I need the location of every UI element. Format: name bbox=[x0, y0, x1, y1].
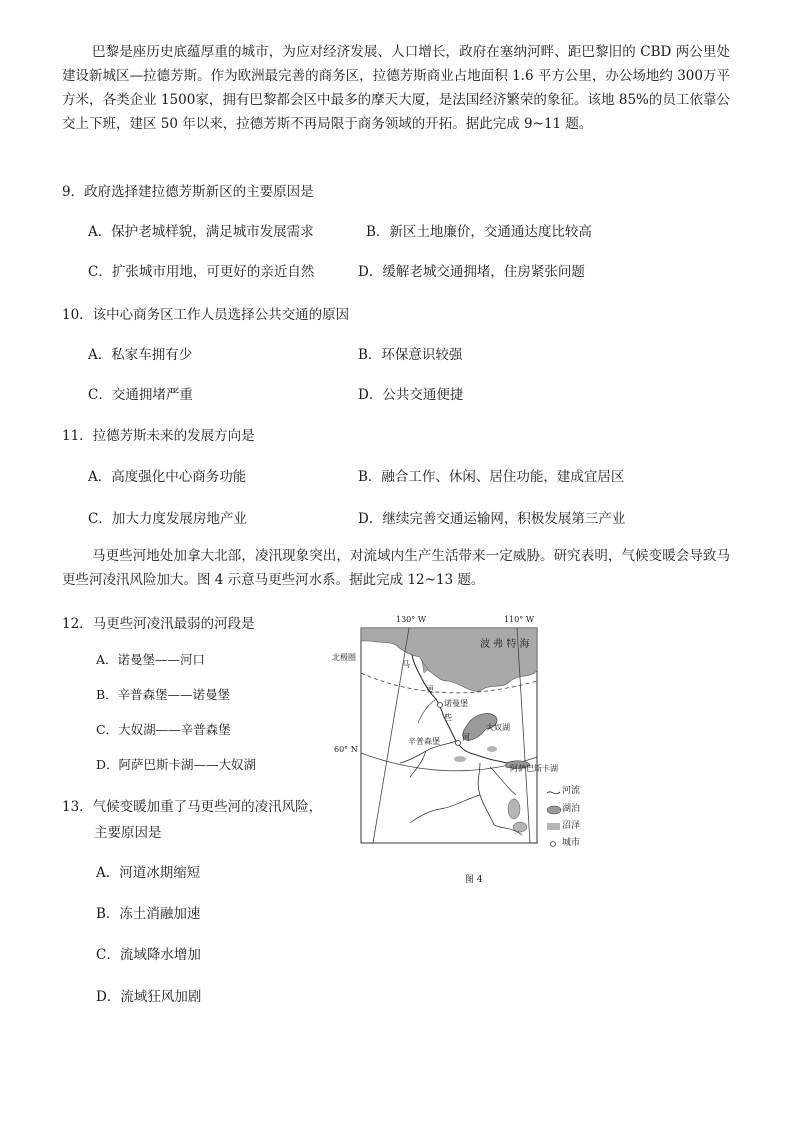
label-fort-simpson: 辛普森堡 bbox=[408, 737, 440, 746]
label-arctic-circle: 北极圈 bbox=[332, 653, 356, 662]
figure-4-mackenzie-map bbox=[330, 613, 580, 893]
question-10-option-c[interactable]: C．交通拥堵严重 bbox=[88, 387, 193, 403]
label-river-char-4: 河 bbox=[462, 733, 470, 742]
question-10-option-b[interactable]: B．环保意识较强 bbox=[358, 347, 463, 363]
label-lon-110w: 110° W bbox=[504, 615, 535, 624]
sea-area bbox=[361, 628, 537, 691]
question-13-stem-line2: 主要原因是 bbox=[94, 825, 162, 841]
question-13-option-b[interactable]: B．冻土消融加速 bbox=[96, 906, 201, 922]
tributary-small-2 bbox=[410, 795, 480, 823]
question-9-stem: 9．政府选择建拉德芳斯新区的主要原因是 bbox=[62, 184, 314, 200]
question-9-option-c[interactable]: C．扩张城市用地，可更好的亲近自然 bbox=[88, 264, 315, 280]
label-beaufort-sea: 波 弗 特 海 bbox=[480, 639, 530, 650]
label-lake-athabasca: 阿萨巴斯卡湖 bbox=[510, 764, 558, 773]
label-norman-wells: 诺曼堡 bbox=[444, 699, 468, 708]
label-river-char-3: 些 bbox=[444, 713, 452, 722]
question-13-option-d[interactable]: D．流域狂风加剧 bbox=[96, 989, 202, 1005]
swamp-area-4 bbox=[487, 746, 497, 752]
tributary-small-1 bbox=[410, 751, 426, 777]
question-12-option-a[interactable]: A．诺曼堡——河口 bbox=[96, 652, 206, 667]
tributary-slave bbox=[478, 763, 494, 825]
question-12-option-c[interactable]: C．大奴湖——辛普森堡 bbox=[96, 722, 231, 737]
question-12-stem: 12．马更些河凌汛最弱的河段是 bbox=[62, 616, 255, 632]
label-great-slave-lake: 大奴湖 bbox=[486, 723, 510, 732]
label-lat-60n: 60° N bbox=[334, 745, 358, 754]
passage-la-defense: 巴黎是座历史底蕴厚重的城市，为应对经济发展、人口增长，政府在塞纳河畔、距巴黎旧的 CBD 两公里处建设新城区—拉德芳斯。作为欧洲最完善的商务区，拉德芳斯商业占地面积 1.6 平方公里，办公场地约 300万平方米，各类企业 1500家，拥有巴黎都会区中最多的摩天大厦，是法国经济繁荣的象征。该地 85%的员工依靠公交上下班，建区 50 年以来，拉德芳斯不再局限于商务领域的开拓。据此完成 9~11 题。 bbox=[62, 44, 730, 132]
legend-river-label: 河流 bbox=[562, 786, 581, 796]
question-10-option-d[interactable]: D．公共交通便捷 bbox=[358, 387, 464, 403]
question-12-option-d[interactable]: D．阿萨巴斯卡湖——大奴湖 bbox=[96, 757, 257, 772]
question-9-option-a[interactable]: A．保护老城样貌，满足城市发展需求 bbox=[88, 224, 314, 240]
swamp-area-2 bbox=[513, 822, 527, 832]
legend-city-symbol bbox=[551, 842, 556, 847]
label-river-char-1: 马 bbox=[402, 660, 410, 669]
map-svg bbox=[330, 613, 580, 893]
question-11-option-a[interactable]: A．高度强化中心商务功能 bbox=[88, 469, 247, 485]
label-lon-130w: 130° W bbox=[396, 615, 427, 624]
tributary-small-4 bbox=[418, 699, 436, 723]
question-13-stem-line1: 13．气候变暖加重了马更些河的凌汛风险， bbox=[62, 799, 323, 815]
legend-lake-label: 湖泊 bbox=[562, 804, 581, 814]
question-11-stem: 11．拉德芳斯未来的发展方向是 bbox=[62, 428, 255, 444]
question-12-option-b[interactable]: B．辛普森堡——诺曼堡 bbox=[96, 687, 231, 702]
swamp-area-3 bbox=[454, 756, 466, 762]
legend-lake-symbol bbox=[547, 806, 561, 814]
legend-swamp-symbol bbox=[547, 823, 560, 830]
question-11-option-b[interactable]: B．融合工作、休闲、居住功能，建成宜居区 bbox=[358, 469, 625, 485]
city-norman-wells bbox=[438, 703, 443, 708]
legend-city-label: 城市 bbox=[562, 838, 581, 848]
city-fort-simpson bbox=[456, 741, 461, 746]
passage-mackenzie: 马更些河地处加拿大北部，凌汛现象突出，对流域内生产生活带来一定威胁。研究表明，气候变暖会导致马更些河凌汛风险加大。图 4 示意马更些河水系。据此完成 12~13 题。 bbox=[62, 548, 730, 588]
question-10-option-a[interactable]: A．私家车拥有少 bbox=[88, 347, 193, 363]
label-river-char-2: 更 bbox=[426, 685, 434, 694]
swamp-area-1 bbox=[508, 799, 520, 819]
question-13-option-a[interactable]: A．河道冰期缩短 bbox=[96, 865, 201, 881]
figure-caption: 图 4 bbox=[465, 875, 483, 885]
question-9-option-d[interactable]: D．缓解老城交通拥堵，住房紧张问题 bbox=[358, 264, 585, 280]
question-9-option-b[interactable]: B．新区土地廉价，交通通达度比较高 bbox=[366, 224, 592, 240]
question-11-option-d[interactable]: D．继续完善交通运输网，积极发展第三产业 bbox=[358, 511, 626, 527]
question-10-stem: 10．该中心商务区工作人员选择公共交通的原因 bbox=[62, 307, 350, 323]
question-11-option-c[interactable]: C．加大力度发展房地产业 bbox=[88, 511, 247, 527]
legend-swamp-label: 沼泽 bbox=[562, 821, 581, 831]
legend-river-symbol bbox=[547, 792, 560, 794]
question-13-option-c[interactable]: C．流域降水增加 bbox=[96, 947, 201, 963]
